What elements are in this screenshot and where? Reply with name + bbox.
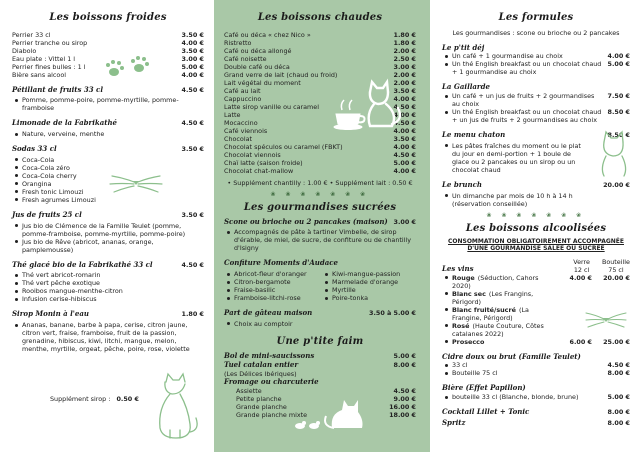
gateau-header: Part de gâteau maison 3.50 à 5.00 € xyxy=(224,308,416,317)
list-item: Chocolat viennois 4.50 € xyxy=(224,150,416,159)
gaillarde-header: La Gaillarde xyxy=(442,82,490,92)
list-item: Un thé English breakfast ou un chocolat chaud + 1 gourmandise au choix 5.00 € xyxy=(452,60,630,77)
list-item: Fromage ou charcuterie xyxy=(224,376,319,386)
list-item: Jus bio de Clémence de la Famille Teulet (pomme, pomme-framboise, pomme-myrtille, pomme-poire) xyxy=(22,222,204,238)
list-item: Fresh agrumes Limouzi xyxy=(22,196,204,204)
confiture-list-left xyxy=(224,270,318,302)
cold-drinks-column xyxy=(0,0,214,452)
divider-flowers: ❀ ❀ ❀ ❀ ❀ ❀ ❀ xyxy=(486,211,586,219)
list-item: Latte 4.00 € xyxy=(224,110,416,119)
list-item: Café viennois 4.00 € xyxy=(224,126,416,135)
limonade-list xyxy=(12,130,204,138)
sodas-header: Sodas 33 cl 3.50 € xyxy=(12,144,204,153)
confiture-lists xyxy=(224,268,416,302)
table-row: Blanc fruité/sucré (La Frangine, Périgord) xyxy=(442,306,630,322)
cocktail-header: Cocktail Lillet + Tonic 8.00 € xyxy=(442,407,630,416)
menu-chaton-header: Le menu chaton 8.50 € xyxy=(442,130,630,139)
the-glace-list xyxy=(12,271,204,303)
list-item: Chocolat spéculos ou caramel (FBKT) 4.00 € xyxy=(224,142,416,151)
list-item: Abricot-fleur d'oranger xyxy=(234,270,318,278)
biere-list xyxy=(442,393,630,401)
sweet-title: Les gourmandises sucrées xyxy=(243,202,397,213)
list-item: Pomme, pomme-poire, pomme-myrtille, pomme-framboise xyxy=(22,96,204,112)
list-item: Un thé English breakfast ou un chocolat chaud + un jus de fruits + 2 gourmandises au choix 8.50 € xyxy=(452,108,630,124)
formulas-title: Les formules xyxy=(498,12,574,23)
list-item: Coca-Cola xyxy=(22,156,204,164)
jus-list xyxy=(12,222,204,254)
list-item: Infusion cerise-hibiscus xyxy=(22,295,204,303)
list-item: Un dimanche par mois de 10 h à 14 h (réservation conseillée) xyxy=(452,192,592,208)
menu-chaton-list xyxy=(442,142,582,174)
list-item: Thé vert abricot-romarin xyxy=(22,271,204,279)
list-item: bouteille 33 cl (Blanche, blonde, brune) 5.00 € xyxy=(452,393,630,401)
list-item: Cappuccino 4.00 € xyxy=(224,94,416,103)
cat-peeking-icon xyxy=(596,128,632,178)
list-item: (Les Délices Ibériques) xyxy=(224,369,297,378)
list-item: Ristretto 1.80 € xyxy=(224,38,416,47)
petillant-list xyxy=(12,96,204,112)
list-item: Latte sirop vanille ou caramel 4.50 € xyxy=(224,102,416,111)
list-item: Diabolo 3.50 € xyxy=(12,46,204,55)
list-item: Lait végétal du moment 2.00 € xyxy=(224,78,416,87)
list-item: Orangina xyxy=(22,180,204,188)
gaillarde-list xyxy=(442,92,630,124)
list-item: Un café + 1 gourmandise au choix 4.00 € xyxy=(452,52,630,61)
ptitdej-list xyxy=(442,52,630,76)
hot-supplements: • Supplément chantilly : 1.00 € • Supplément lait : 0.50 € xyxy=(227,178,413,187)
list-item: Nature, verveine, menthe xyxy=(22,130,204,138)
list-item: Myrtille xyxy=(332,286,416,294)
list-item: Bol de mini-saucissons 5.00 € xyxy=(224,351,416,361)
wine-header: Les vins Verre 12 cl Bouteille 75 cl xyxy=(442,257,630,274)
list-item: Café ou déca allongé 2.00 € xyxy=(224,46,416,55)
list-item: Double café ou déca 3.00 € xyxy=(224,62,416,71)
confiture-header: Confiture Moments d'Audace xyxy=(224,258,339,268)
list-item: Coca-Cola zéro xyxy=(22,164,204,172)
confiture-list-right xyxy=(322,270,416,302)
list-item: Accompagnés de pâte à tartiner Vimbelle, de sirop d'érable, de miel, de sucre, de confiture ou de chantilly d'Isigny xyxy=(234,228,416,252)
list-item: Coca-Cola cherry xyxy=(22,172,204,180)
list-item: Assiette 4.50 € xyxy=(236,386,416,395)
sirop-header: Sirop Monin à l'eau 1.80 € xyxy=(12,309,204,319)
sirop-supplement: Supplément sirop : 0.50 € xyxy=(50,395,139,403)
sirop-list xyxy=(12,321,204,353)
list-item: Grande planche mixte 18.00 € xyxy=(236,410,416,419)
limonade-header: Limonade de la Fabrikathé 4.50 € xyxy=(12,118,204,128)
list-item: Tuel catalan entier 8.00 € xyxy=(224,360,416,369)
list-item: 33 cl 4.50 € xyxy=(452,361,630,370)
list-item: Chaï latte (saison froide) 5.00 € xyxy=(224,158,416,167)
cat-coffee-cup-icon xyxy=(332,74,406,132)
list-item: Bouteille 75 cl 8.00 € xyxy=(452,369,630,378)
list-item: Bière sans alcool 4.00 € xyxy=(12,70,204,79)
hot-drinks-title: Les boissons chaudes xyxy=(257,12,383,23)
list-item: Café au lait 3.50 € xyxy=(224,86,416,95)
paw-prints-icon xyxy=(104,52,154,82)
scone-header: Scone ou brioche ou 2 pancakes (maison) 3.00 € xyxy=(224,216,416,226)
cidre-header: Cidre doux ou brut (Famille Teulet) xyxy=(442,351,581,361)
cold-drinks-title: Les boissons froides xyxy=(49,12,167,23)
list-item: Jus bio de Rêve (abricot, ananas, orange, pamplemousse) xyxy=(22,238,204,254)
table-row: Blanc sec (Les Frangins, Périgord) xyxy=(442,290,630,306)
list-item: Framboise-litchi-rose xyxy=(234,294,318,302)
list-item: Kiwi-mangue-passion xyxy=(332,270,416,278)
hungry-title: Une p'tite faim xyxy=(276,335,364,347)
hot-drinks-column xyxy=(214,0,430,452)
petillant-header: Pétillant de fruits 33 cl 4.50 € xyxy=(12,84,204,94)
list-item: Ananas, banane, barbe à papa, cerise, citron jaune, citron vert, fraise, framboise, fruit de la passion, grenadine, hibiscus, kiwi, litchi, mangue, melon, menthe, myrtille, orgeat, pêche, poire, rose, violette xyxy=(22,321,204,353)
formulas-subtitle: Les gourmandises : scone ou brioche ou 2 pancakes xyxy=(452,28,620,37)
list-item: Chocolat 3.50 € xyxy=(224,134,416,143)
list-item: Café ou déca « chez Nico » 1.80 € xyxy=(224,30,416,39)
list-item: Un café + un jus de fruits + 2 gourmandises au choix 7.50 € xyxy=(452,92,630,108)
spritz-header: Spritz 8.00 € xyxy=(442,417,630,427)
list-item: Petite planche 9.00 € xyxy=(236,394,416,403)
scone-list xyxy=(224,228,416,252)
cat-whiskers-icon xyxy=(108,166,164,196)
list-item: Eau plate : Vittel 1 l 3.00 € xyxy=(12,54,204,63)
ptitdej-header: Le p'tit déj xyxy=(442,42,485,52)
list-item: Perrier tranche ou sirop 4.00 € xyxy=(12,38,204,47)
list-item: Poire-tonka xyxy=(332,294,416,302)
alcohol-title: Les boissons alcoolisées xyxy=(465,223,607,234)
list-item: Chocolat chat-mallow 4.00 € xyxy=(224,166,416,175)
formulas-column xyxy=(430,0,640,452)
list-item: Grand verre de lait (chaud ou froid) 2.00 € xyxy=(224,70,416,79)
list-item: Choix au comptoir xyxy=(234,320,416,328)
the-glace-header: Thé glacé bio de la Fabrikathé 33 cl 4.50 € xyxy=(12,259,204,269)
biere-header: Bière (Effet Papillon) xyxy=(442,383,526,393)
list-item: Marmelade d'orange xyxy=(332,278,416,286)
divider-paws: ❀ ❀ ❀ ❀ ❀ ❀ ❀ xyxy=(270,190,370,198)
brunch-list xyxy=(442,192,592,208)
cidre-list xyxy=(442,361,630,377)
table-row: Rosé (Haute Couture, Côtes catalanes 2022) xyxy=(442,322,630,338)
sitting-cat-icon xyxy=(146,372,202,442)
table-row: Rouge (Séduction, Cahors 2020) 4.00 € 20.00 € xyxy=(452,273,630,290)
list-item: Citron-bergamote xyxy=(234,278,318,286)
list-item: Fresh tonic Limouzi xyxy=(22,188,204,196)
cat-whiskers-icon xyxy=(584,305,628,331)
cat-and-mice-icon xyxy=(292,390,372,432)
jus-header: Jus de fruits 25 cl 3.50 € xyxy=(12,209,204,219)
list-item: Grande planche 16.00 € xyxy=(236,402,416,411)
list-item: Les pâtes fraîches du moment ou le plat du jour en demi-portion + 1 boule de glace ou 2 pancakes ou un sirop ou un chocolat chaud xyxy=(452,141,581,174)
gateau-list xyxy=(224,320,416,328)
table-row: Prosecco 6.00 € 25.00 € xyxy=(452,337,630,346)
list-item: Fraise-basilic xyxy=(234,286,318,294)
list-item: Perrier 33 cl 3.50 € xyxy=(12,30,204,39)
list-item: Café noisette 2.50 € xyxy=(224,54,416,63)
brunch-header: Le brunch 20.00 € xyxy=(442,179,630,189)
list-item: Thé vert pêche exotique xyxy=(22,279,204,287)
list-item: Mocaccino 4.50 € xyxy=(224,118,416,127)
alcohol-notice: CONSOMMATION OBLIGATOIREMENT ACCOMPAGNÉE D'UNE GOURMANDISE SALÉE OU SUCRÉE xyxy=(447,237,624,252)
list-item: Perrier fines bulles : 1 l 5.00 € xyxy=(12,62,204,71)
list-item: Rooibos mangue-menthe-citron xyxy=(22,287,204,295)
